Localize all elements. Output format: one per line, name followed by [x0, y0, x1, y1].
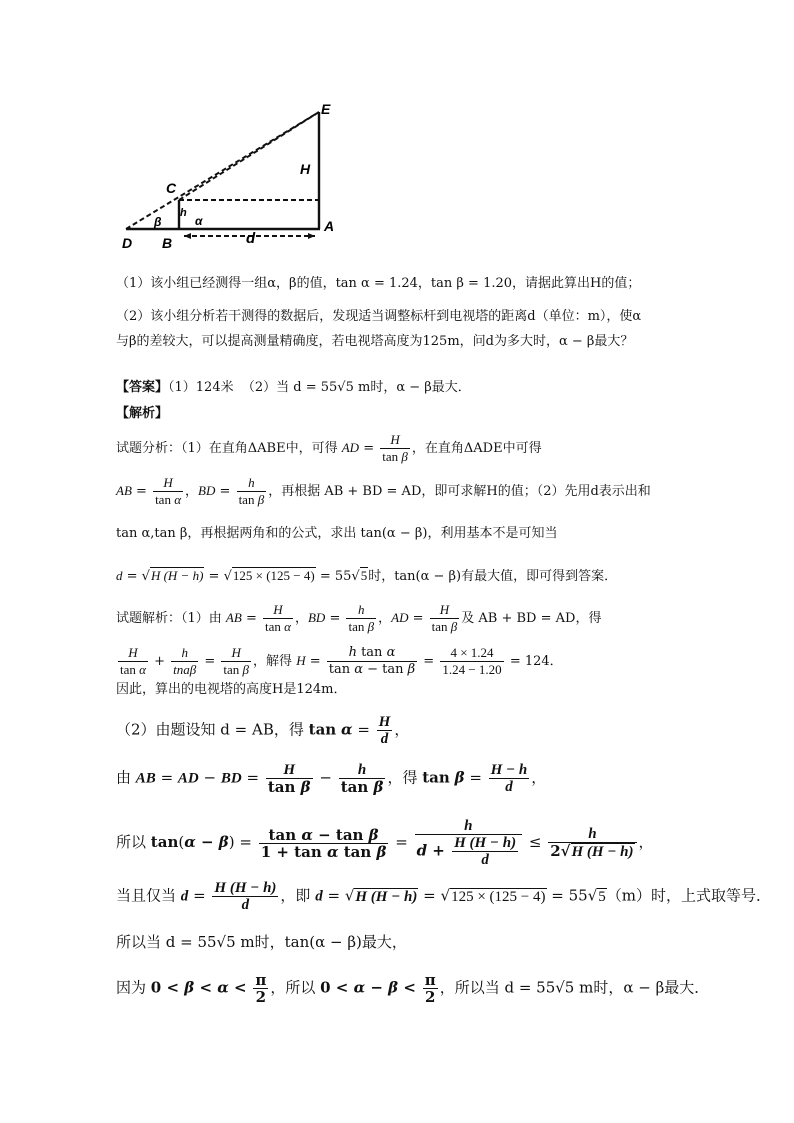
part2-text-3: 所以 — [116, 833, 147, 851]
solution-text-2: ，解得 — [253, 654, 293, 669]
question-1: （1）该小组已经测得一组α，β的值，tan α = 1.24，tan β = 1.20，请据此算出H的值； — [116, 276, 641, 291]
solution-line-2: $\frac{H}{\text{tan α}}$ + $\frac{h}{\text{tnaβ}}$ = $\frac{H}{\text{tan β}}$ ，解得 H = $\frac{\text{h tan α}}{\text{tan α − tan β}}$ = $\frac{4 \times 1.24}{1.24 - 1.20}$ = 124． — [120, 645, 563, 677]
part2-line-1: （2）由题设知 d = AB，得 tan α = $\frac{H}{d}$ ， — [116, 714, 410, 747]
part2-text-4a: 当且仅当 — [116, 886, 177, 905]
part2-text-4b: ，即 — [280, 886, 311, 905]
part2-text-6c: ，所以当 d = 55√5 m时，α − β最大． — [439, 978, 710, 997]
label-H: H — [300, 161, 311, 177]
analysis-line-1: 试题分析：（1）在直角ΔABE中，可得 AD = $\frac{H}{\text{tan β}}$ ，在直角ΔADE中可得 — [116, 432, 542, 464]
answer-text-2: （2）当 d = 55√5 m时，α − β最大． — [241, 380, 471, 395]
label-E: E — [321, 101, 331, 117]
analysis-text-1b: ，在直角ΔADE中可得 — [411, 441, 542, 456]
solution-line-3: 因此，算出的电视塔的高度H是124m． — [116, 682, 347, 697]
answer-line — [116, 378, 471, 398]
part2-line-3: 所以 tan(α − β) = $\frac{\text{tan α − tan β}}{\text{1 + tan α tan β}}$ = h d + $\frac{H (H - h)}{d}$ ≤ $\frac{h}{2√H (H - h)}$ ， — [116, 818, 654, 868]
question-2-line-1: （2）该小组分析若干测得的数据后，发现适当调整标杆到电视塔的距离d（单位：m），使α — [116, 309, 642, 324]
part2-text-2a: 由 — [116, 768, 132, 787]
analysis-line-3: tan α,tan β，再根据两角和的公式，求出 tan(α − β)，利用基本不是可知当 — [116, 526, 558, 541]
label-alpha: α — [195, 214, 203, 228]
solution-line-1: 试题解析：（1）由 AB = $\frac{H}{\text{tan α}}$ ，BD = $\frac{h}{\text{tan β}}$ ，AD = $\frac{H}{\text{tan β}}$ 及 AB + BD = AD，得 — [116, 602, 602, 634]
geometry-figure — [110, 96, 360, 256]
part2-text-1: （2）由题设知 d = AB，得 — [116, 720, 304, 739]
label-C: C — [166, 180, 177, 196]
analysis-line-4: d = √H (H − h) = √125 × (125 − 4) = 55√5时，tan(α − β)有最大值，即可得到答案． — [116, 568, 618, 584]
question-2-line-2: 与β的差较大，可以提高测量精确度，若电视塔高度为125m，问d为多大时，α − β最大？ — [116, 334, 634, 349]
label-B: B — [162, 235, 173, 251]
analysis-text-2: ，再根据 AB + BD = AD，即可求解H的值；（2）先用d表示出和 — [268, 484, 651, 499]
analysis-label: 【解析】 — [116, 406, 169, 421]
part2-text-6b: ，所以 — [270, 978, 316, 997]
analysis-text-1a: 试题分析：（1）在直角ΔABE中，可得 — [116, 441, 338, 456]
analysis-line-2: AB = $\frac{H}{\text{tan α}}$ ，BD = $\frac{h}{\text{tan β}}$ ，再根据 AB + BD = AD，即可求解H的值；（2）先用d表示出和 — [116, 475, 651, 507]
label-D: D — [122, 235, 133, 251]
part2-line-4: 当且仅当 d = $\frac{H (H - h)}{d}$ ，即 d = √H (H − h) = √125 × (125 − 4) = 55√5（m）时，上式取等号． — [116, 880, 771, 913]
part2-text-2b: ，得 — [387, 768, 418, 787]
label-h: h — [180, 207, 187, 219]
label-A: A — [324, 218, 335, 234]
answer-label: 【答案】 — [116, 380, 169, 395]
answer-text-1: （1）124米 — [168, 380, 234, 395]
part2-line-5: 所以当 d = 55√5 m时，tan(α − β)最大， — [116, 933, 407, 951]
solution-text-1b: 及 AB + BD = AD，得 — [461, 611, 602, 626]
part2-text-4c: （m）时，上式取等号． — [606, 886, 771, 905]
label-d: d — [246, 230, 256, 247]
part2-text-6a: 因为 — [116, 978, 147, 997]
analysis-text-4: 时，tan(α − β)有最大值，即可得到答案． — [368, 569, 618, 584]
label-beta: β — [154, 215, 162, 229]
solution-text-1a: 试题解析：（1）由 — [116, 611, 222, 626]
part2-line-6: 因为 0 < β < α < $\frac{\pi}{2}$ ，所以 0 < α − β < $\frac{\pi}{2}$ ，所以当 d = 55√5 m时，α − β最大． — [116, 971, 710, 1006]
part2-line-2: 由 AB = AD − BD = $\frac{H}{\text{tan β}}$ − $\frac{h}{\text{tan β}}$ ，得 tan β = $\frac{H - h}{d}$ ， — [116, 762, 547, 796]
